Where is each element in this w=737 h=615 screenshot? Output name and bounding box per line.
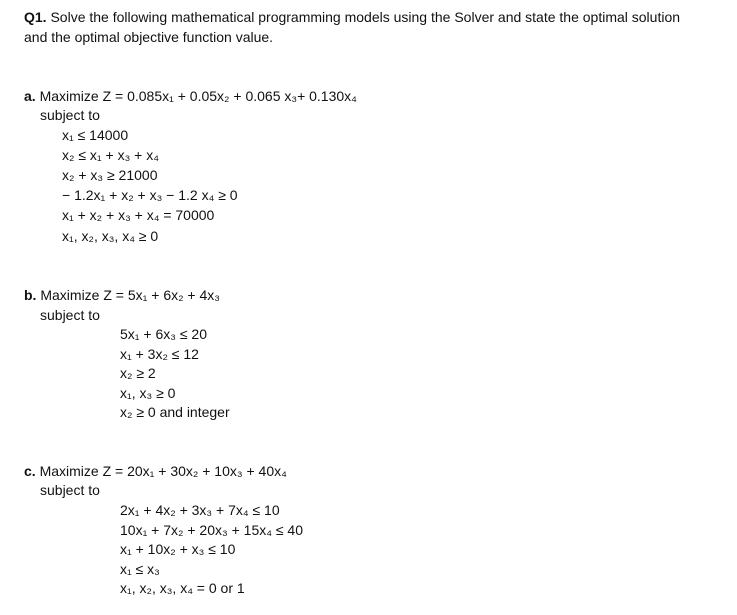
part-a-constraint-6: x₁, x₂, x₃, x₄ ≥ 0 <box>62 228 159 244</box>
part-c-objective <box>24 462 287 480</box>
part-c-objective-text: Maximize Z = 20x₁ + 30x₂ + 10x₃ + 40x₄ <box>35 463 287 479</box>
part-c-constraint-3: x₁ + 10x₂ + x₃ ≤ 10 <box>120 541 236 557</box>
part-c-subject-to: subject to <box>40 482 100 498</box>
part-b-constraint-3: x₂ ≥ 2 <box>120 365 156 381</box>
question-text-2: and the optimal objective function value. <box>24 29 274 45</box>
part-a-constraint-3: x₂ + x₃ ≥ 21000 <box>62 167 158 183</box>
part-b-constraint-1: 5x₁ + 6x₃ ≤ 20 <box>120 326 207 342</box>
part-b-constraint-2: x₁ + 3x₂ ≤ 12 <box>120 346 199 362</box>
part-c-constraint-5: x₁, x₂, x₃, x₄ = 0 or 1 <box>120 580 245 596</box>
part-b-objective <box>24 286 220 304</box>
part-b-constraint-4: x₁, x₃ ≥ 0 <box>120 385 176 401</box>
part-c-constraint-2: 10x₁ + 7x₂ + 20x₃ + 15x₄ ≤ 40 <box>120 522 303 538</box>
part-a-objective <box>24 87 357 105</box>
part-b-label: b. <box>24 287 37 303</box>
part-a-label: a. <box>24 88 36 104</box>
part-a-objective-text: Maximize Z = 0.085x₁ + 0.05x₂ + 0.065 x₃+ 0.130x₄ <box>35 88 357 104</box>
question-line-1 <box>24 8 680 26</box>
part-a-constraint-2: x₂ ≤ x₁ + x₃ + x₄ <box>62 147 159 163</box>
part-c-label: c. <box>24 463 36 479</box>
part-a-constraint-1: x₁ ≤ 14000 <box>62 127 129 143</box>
part-b-constraint-5: x₂ ≥ 0 and integer <box>120 404 230 420</box>
part-a-constraint-4: − 1.2x₁ + x₂ + x₃ − 1.2 x₄ ≥ 0 <box>62 187 238 203</box>
question-line-2 <box>24 28 273 46</box>
part-b-objective-text: Maximize Z = 5x₁ + 6x₂ + 4x₃ <box>36 287 220 303</box>
question-text-1: Solve the following mathematical programming models using the Solver and state the optimal solution <box>46 9 681 25</box>
part-a-constraint-5: x₁ + x₂ + x₃ + x₄ = 70000 <box>62 207 215 223</box>
part-b-subject-to: subject to <box>40 307 100 323</box>
question-label: Q1. <box>24 9 47 25</box>
part-c-constraint-1: 2x₁ + 4x₂ + 3x₃ + 7x₄ ≤ 10 <box>120 502 280 518</box>
part-a-subject-to: subject to <box>40 107 100 123</box>
part-c-constraint-4: x₁ ≤ x₃ <box>120 561 160 577</box>
